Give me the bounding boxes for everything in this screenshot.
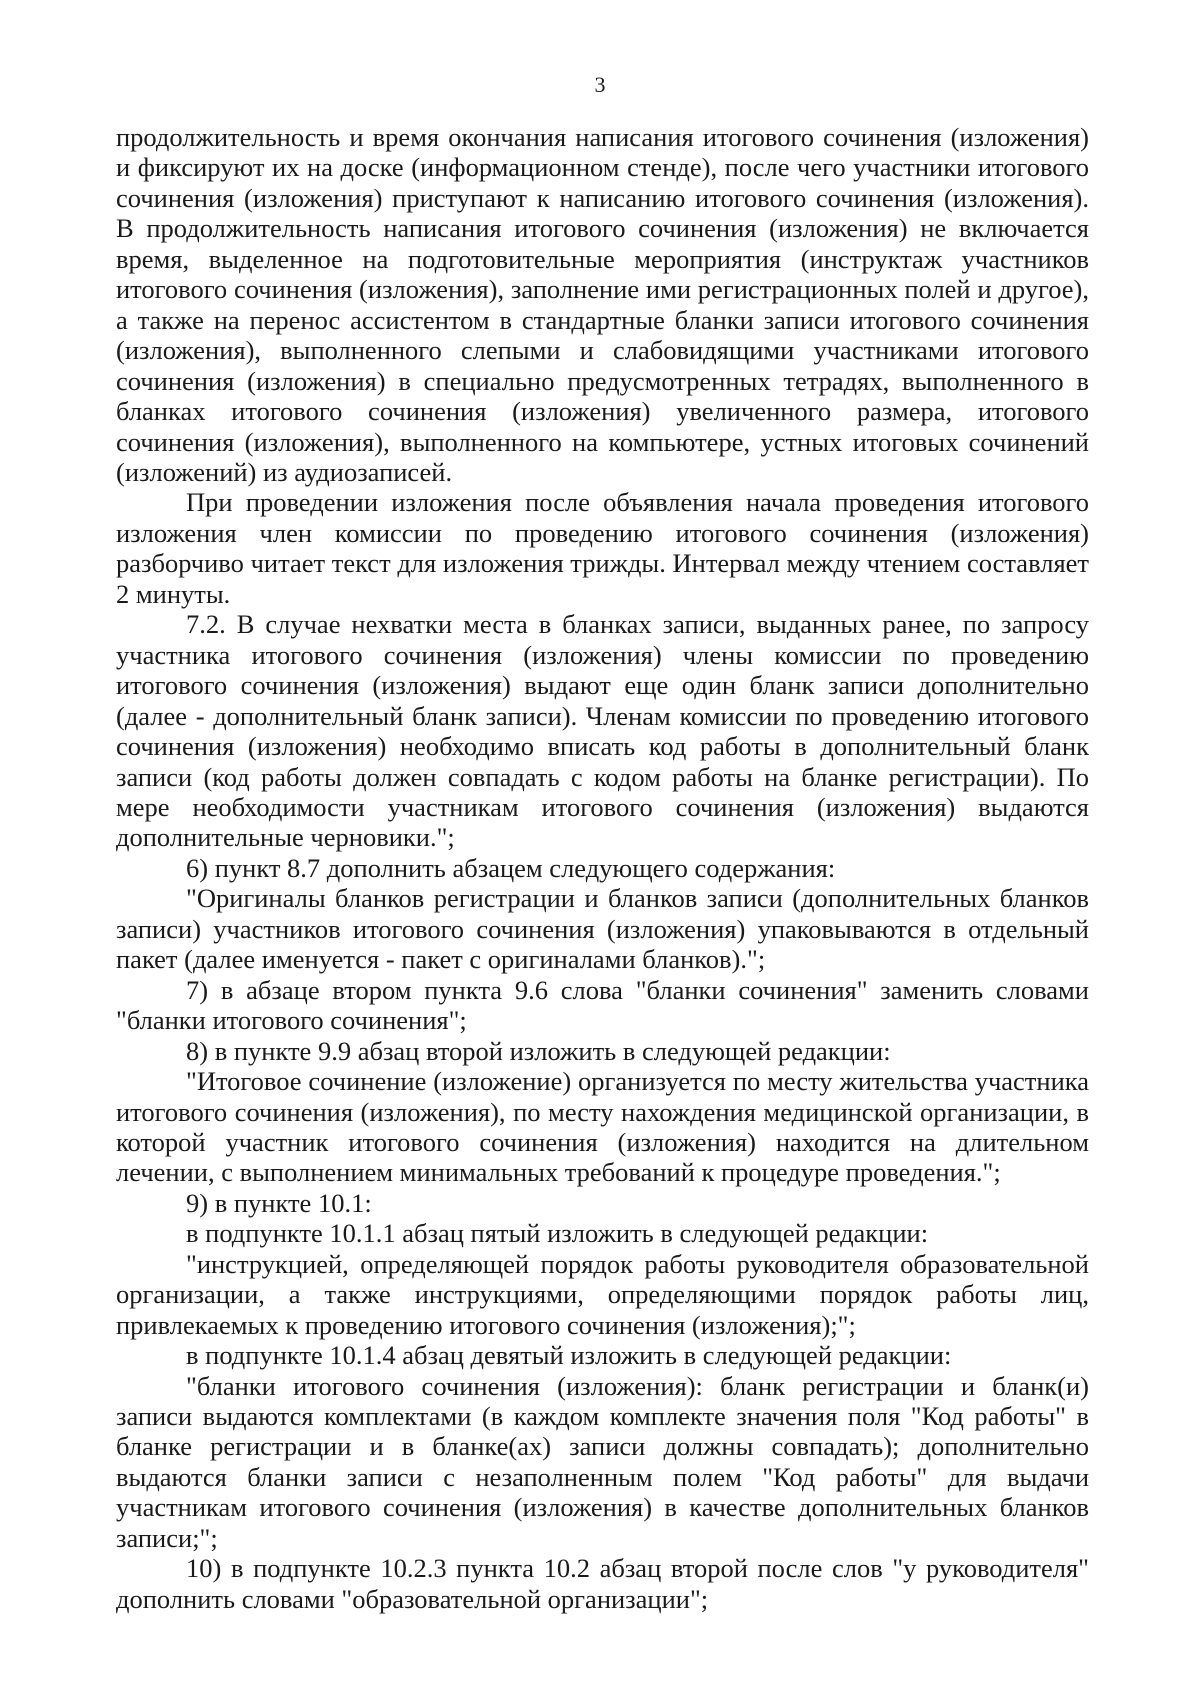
paragraph-subitem-10-1-4: в подпункте 10.1.4 абзац девятый изложить в следующей редакции: xyxy=(186,1340,952,1371)
document-body xyxy=(116,122,1089,1614)
paragraph-continuation: продолжительность и время окончания написания итогового сочинения (изложения) и фиксируют их на доске (информационном стенде), после чего участники итогового сочинения (изложения) приступают к написанию итогового сочинения (изложения). В продолжительность написания итогового сочинения (изложения) не включается время, выделенное на подготовительные мероприятия (инструктаж участников итогового сочинения (изложения), заполнение ими регистрационных полей и другое), а также на перенос ассистентом в стандартные бланки записи итогового сочинения (изложения), выполненного слепыми и слабовидящими участниками итогового сочинения (изложения) в специально предусмотренных тетрадях, выполненного в бланках итогового сочинения (изложения) увеличенного размера, итогового сочинения (изложения), выполненного на компьютере, устных итоговых сочинений (изложений) из аудиозаписей. xyxy=(116,122,1089,487)
paragraph-item-9: 9) в пункте 10.1: xyxy=(186,1187,372,1218)
paragraph-quote-forms: "бланки итогового сочинения (изложения): бланк регистрации и бланк(и) записи выдаются комплектами (в каждом комплекте значения поля "Код работы" в бланке регистрации и в бланке(ах) записи должны совпадать); дополнительно выдаются бланки записи с незаполненным полем "Код работы" для выдачи участникам итогового сочинения (изложения) в качестве дополнительных бланков записи;"; xyxy=(116,1370,1089,1553)
paragraph-quote-originals: "Оригиналы бланков регистрации и бланков записи (дополнительных бланков записи) участников итогового сочинения (изложения) упаковываются в отдельный пакет (далее именуется - пакет с оригиналами бланков)."; xyxy=(116,883,1089,975)
paragraph-item-6: 6) пункт 8.7 дополнить абзацем следующего содержания: xyxy=(186,852,836,883)
paragraph-quote-location: "Итоговое сочинение (изложение) организуется по месту жительства участника итогового сочинения (изложения), по месту нахождения медицинской организации, в которой участник итогового сочинения (изложения) находится на длительном лечении, с выполнением минимальных требований к процедуре проведения."; xyxy=(116,1066,1089,1188)
paragraph-subitem-10-1-1: в подпункте 10.1.1 абзац пятый изложить в следующей редакции: xyxy=(186,1218,929,1249)
paragraph-quote-instructions: "инструкцией, определяющей порядок работы руководителя образовательной организации, а также инструкциями, определяющими порядок работы лиц, привлекаемых к проведению итогового сочинения (изложения);"; xyxy=(116,1248,1089,1340)
paragraph-clause-7-2: 7.2. В случае нехватки места в бланках записи, выданных ранее, по запросу участника итогового сочинения (изложения) члены комиссии по проведению итогового сочинения (изложения) выдают еще один бланк записи дополнительно (далее - дополнительный бланк записи). Членам комиссии по проведению итогового сочинения (изложения) необходимо вписать код работы в дополнительный бланк записи (код работы должен совпадать с кодом работы на бланке регистрации). По мере необходимости участникам итогового сочинения (изложения) выдаются дополнительные черновики."; xyxy=(116,609,1089,853)
paragraph-item-8: 8) в пункте 9.9 абзац второй изложить в следующей редакции: xyxy=(186,1035,891,1066)
paragraph-dictation-procedure: При проведении изложения после объявления начала проведения итогового изложения член комиссии по проведению итогового сочинения (изложения) разборчиво читает текст для изложения трижды. Интервал между чтением составляет 2 минуты. xyxy=(116,487,1089,609)
paragraph-item-7: 7) в абзаце втором пункта 9.6 слова "бланки сочинения" заменить словами "бланки итогового сочинения"; xyxy=(116,974,1089,1036)
paragraph-item-10: 10) в подпункте 10.2.3 пункта 10.2 абзац второй после слов "у руководителя" дополнить словами "образовательной организации"; xyxy=(116,1553,1089,1614)
page-number: 3 xyxy=(594,72,606,97)
